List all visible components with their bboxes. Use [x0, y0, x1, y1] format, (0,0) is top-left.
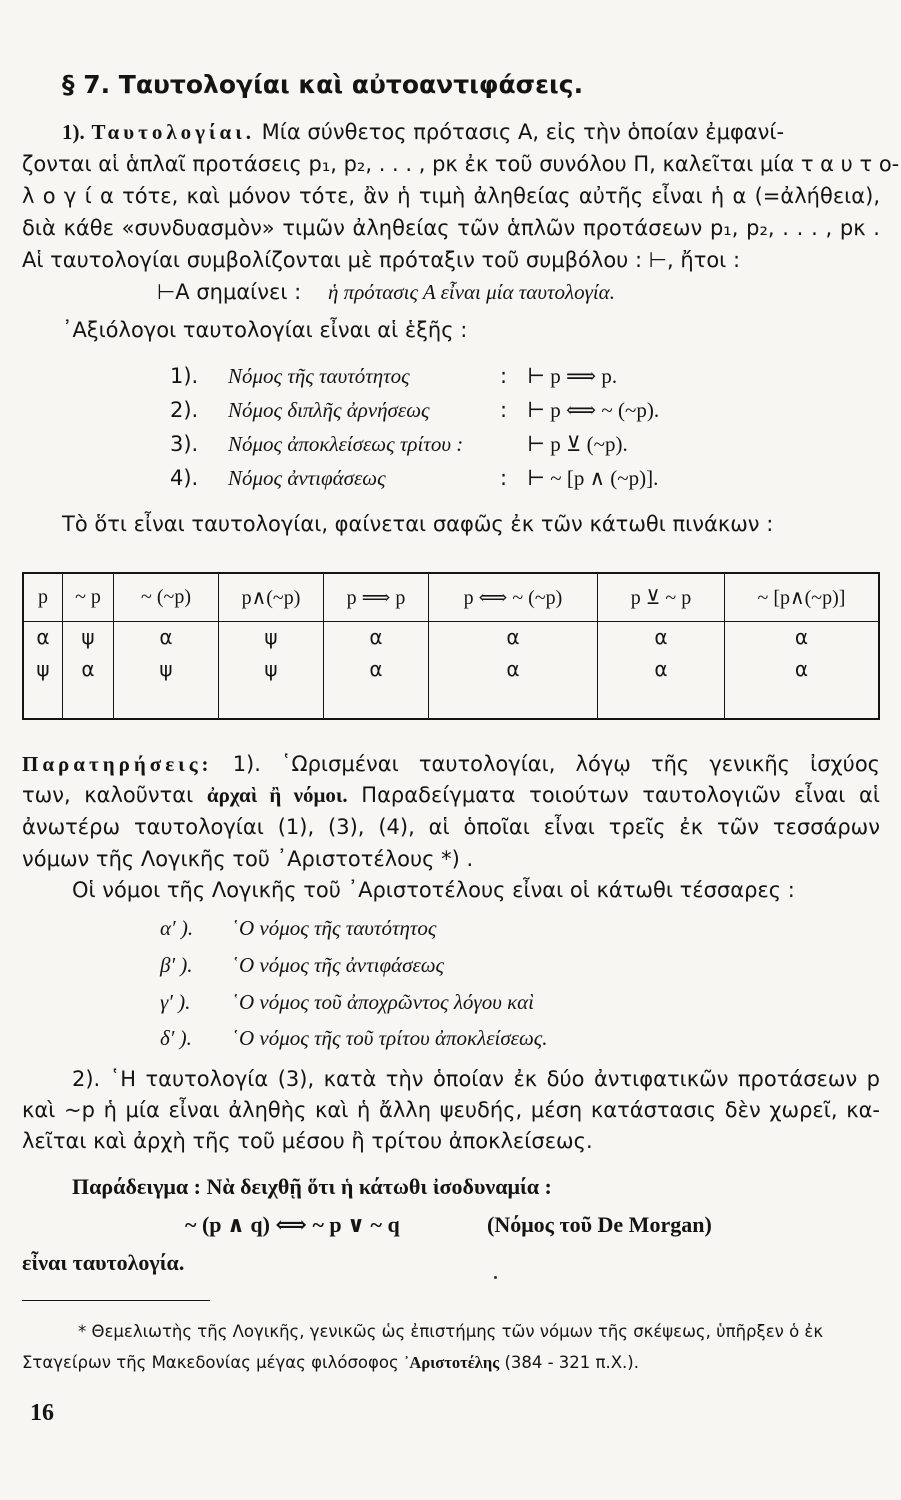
paragraph-line: Αἱ ταυτολογίαι συμβολίζονται μὲ πρόταξιν τοῦ συμβόλου : ⊢, ἤτοι :	[22, 248, 741, 272]
law-formula: ⊢ p ⟺ ~ (~p).	[527, 398, 660, 422]
column-header: p	[23, 573, 63, 621]
law-formula: ⊢ p ⟹ p.	[527, 364, 618, 388]
paragraph-line: ζονται αἱ ἁπλαῖ προτάσεις p₁, p₂, . . . , pκ ἐκ τοῦ συνόλου Π, καλεῖται μία τ α υ τ ο-	[22, 152, 900, 176]
paragraph-line	[62, 120, 877, 145]
table-cell: α	[429, 653, 598, 685]
table-cell: α	[324, 621, 429, 653]
example-formula: ~ (p ∧ q) ⟺ ~ p ∨ ~ q	[185, 1212, 400, 1237]
column-header: p ⟹ p	[324, 573, 429, 621]
remarks-label: Παρατηρήσεις:	[22, 752, 213, 776]
section-number: 1).	[62, 120, 85, 144]
column-header: ~ (~p)	[114, 573, 219, 621]
column-header: p ⟺ ~ (~p)	[429, 573, 598, 621]
law-name: Νόμος ἀποκλείσεως τρίτου :	[228, 432, 464, 456]
list-number: δ′ ).	[160, 1026, 192, 1050]
definition-meaning: ἡ πρότασις Α εἶναι μία ταυτολογία.	[328, 280, 615, 304]
laws-intro: ᾿Αξιόλογοι ταυτολογίαι εἶναι αἱ ἑξῆς :	[62, 318, 468, 342]
law-number: 3).	[170, 432, 199, 456]
column-header: ~ p	[63, 573, 114, 621]
table-cell: ψ	[219, 653, 324, 685]
list-item: ῾Ο νόμος τοῦ ἀποχρῶντος λόγου καὶ	[232, 990, 535, 1014]
table-row	[23, 621, 879, 653]
table-cell: α	[429, 621, 598, 653]
example-conclusion: εἶναι ταυτολογία.	[22, 1250, 185, 1275]
list-item: ῾Ο νόμος τῆς τοῦ τρίτου ἀποκλείσεως.	[232, 1026, 548, 1050]
table-header-row	[23, 573, 879, 621]
table-cell: ψ	[63, 621, 114, 653]
line-text: των, καλοῦνται	[22, 783, 194, 807]
footnote-line	[22, 1353, 639, 1373]
law-colon: :	[500, 398, 508, 422]
table-cell: α	[23, 621, 63, 653]
law-name: Νόμος τῆς ταυτότητος	[228, 364, 410, 388]
law-number: 1).	[170, 364, 199, 388]
law-formula: ⊢ ~ [p ∧ (~p)].	[527, 466, 659, 490]
table-cell: α	[63, 653, 114, 685]
paragraph-line: Οἱ νόμοι τῆς Λογικῆς τοῦ ᾿Αριστοτέλους εἶναι οἱ κάτωθι τέσσαρες :	[72, 878, 795, 902]
line-text: 1). ῾Ωρισμέναι ταυτολογίαι, λόγῳ τῆς γενικῆς ἰσχύος	[232, 752, 880, 776]
paragraph-line: 2). ῾Η ταυτολογία (3), κατὰ τὴν ὁποίαν ἐκ δύο ἀντιφατικῶν προτάσεων p	[72, 1067, 880, 1091]
law-formula: ⊢ p ⊻ (~p).	[527, 432, 628, 456]
line-text: Σταγείρων τῆς Μακεδονίας μέγας φιλόσοφος	[22, 1353, 399, 1372]
list-number: α′ ).	[160, 916, 194, 940]
footnote-divider	[22, 1300, 210, 1301]
list-item: ῾Ο νόμος τῆς ταυτότητος	[232, 916, 437, 940]
law-colon: :	[500, 466, 508, 490]
paragraph-line: νόμων τῆς Λογικῆς τοῦ ᾿Αριστοτέλους *) .	[22, 847, 474, 871]
law-number: 4).	[170, 466, 199, 490]
table-cell: α	[114, 621, 219, 653]
table-cell: ψ	[114, 653, 219, 685]
table-cell: α	[725, 653, 880, 685]
table-cell: α	[598, 621, 725, 653]
example-law-name: (Νόμος τοῦ De Morgan)	[487, 1212, 712, 1237]
page-number: 16	[30, 1400, 54, 1426]
example-title: Παράδειγμα : Νὰ δειχθῇ ὅτι ἡ κάτωθι ἰσοδυναμία :	[72, 1174, 552, 1199]
column-header: p ⊻ ~ p	[598, 573, 725, 621]
ink-speck	[494, 1276, 497, 1279]
table-intro: Τὸ ὅτι εἶναι ταυτολογίαι, φαίνεται σαφῶς ἐκ τῶν κάτωθι πινάκων :	[62, 512, 774, 536]
definition-symbol: ⊢Α σημαίνει :	[157, 280, 302, 304]
table-row	[23, 653, 879, 685]
list-item: ῾Ο νόμος τῆς ἀντιφάσεως	[232, 953, 445, 977]
table-cell: α	[598, 653, 725, 685]
table-cell: α	[725, 621, 880, 653]
emphasis-text: ᾿Αριστοτέλης	[403, 1353, 500, 1372]
footnote-line: * Θεμελιωτὴς τῆς Λογικῆς, γενικῶς ὡς ἐπιστήμης τῶν νόμων τῆς σκέψεως, ὑπῆρξεν ὁ ἐκ	[78, 1322, 824, 1341]
paragraph-line	[22, 783, 880, 808]
table-cell: α	[324, 653, 429, 685]
law-name: Νόμος ἀντιφάσεως	[228, 466, 386, 490]
paragraph-line	[22, 752, 880, 777]
list-number: γ′ ).	[160, 990, 191, 1014]
law-name: Νόμος διπλῆς ἀρνήσεως	[228, 398, 430, 422]
law-number: 2).	[170, 398, 199, 422]
term-label: Ταυτολογίαι.	[91, 120, 255, 144]
column-header: p∧(~p)	[219, 573, 324, 621]
section-heading: § 7. Ταυτολογίαι καὶ αὐτοαντιφάσεις.	[62, 70, 584, 99]
list-number: β′ ).	[160, 953, 193, 977]
paragraph-line: διὰ κάθε «συνδυασμὸν» τιμῶν ἀληθείας τῶν ἁπλῶν προτάσεων p₁, p₂, . . . , pκ .	[22, 216, 880, 240]
truth-table	[22, 572, 880, 720]
table-cell: ψ	[23, 653, 63, 685]
line-text: Μία σύνθετος πρότασις Α, εἰς τὴν ὁποίαν ἐμφανί-	[261, 120, 785, 144]
paragraph-line: καὶ ~p ἡ μία εἶναι ἀληθὴς καὶ ἡ ἄλλη ψευδής, μέση κατάστασις δὲν χωρεῖ, κα-	[22, 1098, 880, 1122]
table-cell: ψ	[219, 621, 324, 653]
emphasis-text: ἀρχαὶ ἢ νόμοι.	[206, 783, 348, 807]
table-spacer-row	[23, 685, 879, 719]
column-header: ~ [p∧(~p)]	[725, 573, 880, 621]
paragraph-line: ἀνωτέρω ταυτολογίαι (1), (3), (4), αἱ ὁποῖαι εἶναι τρεῖς ἐκ τῶν τεσσάρων	[22, 815, 880, 839]
paragraph-line: λ ο γ ί α τότε, καὶ μόνον τότε, ἂν ἡ τιμὴ ἀληθείας αὐτῆς εἶναι ἡ α (=ἀλήθεια),	[22, 184, 880, 208]
paragraph-line: λεῖται καὶ ἀρχὴ τῆς τοῦ μέσου ἢ τρίτου ἀποκλείσεως.	[22, 1129, 593, 1153]
line-text: Παραδείγματα τοιούτων ταυτολογιῶν εἶναι αἱ	[361, 783, 881, 807]
line-text: (384 - 321 π.Χ.).	[504, 1353, 639, 1372]
law-colon: :	[500, 364, 508, 388]
